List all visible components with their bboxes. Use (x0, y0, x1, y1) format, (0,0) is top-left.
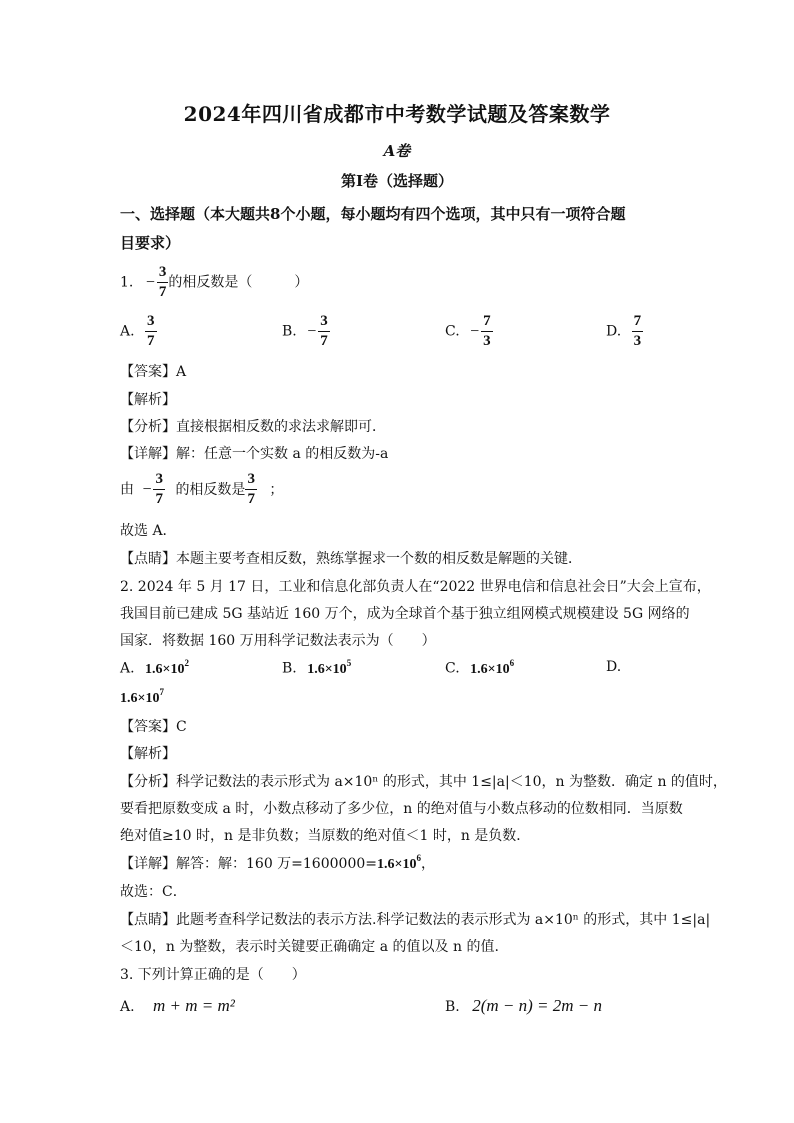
q2-stem-line3: 国家．将数据 160 万用科学记数法表示为（ ） (120, 633, 436, 649)
q2-answer-value: C (176, 719, 187, 735)
q2-stem-line1: 2. 2024 年 5 月 17 日，工业和信息化部负责人在“2022 世界电信和信息社会日”大会上宣布， (120, 579, 711, 595)
q1-analysis-tag: 【解析】 (120, 392, 176, 408)
q2-option-d-label: D. (606, 659, 622, 675)
q1-stem-text: 的相反数是（ ） (168, 274, 309, 291)
q2-analysis-tag: 【解析】 (120, 746, 176, 762)
q2-option-a: A. $1.6\times 10^2$ (120, 658, 189, 677)
q1-derivation: 由 − $\frac{3}{7}$ 的相反数是 $\frac{3}{7}$ ； (120, 471, 284, 507)
q1-answer-value: A (176, 364, 187, 380)
q2-fenxi-line1: 【分析】科学记数法的表示形式为 a×10ⁿ 的形式，其中 1≤|a|＜10，n 为整数．确定 n 的值时， (120, 774, 727, 790)
q1-fenxi: 【分析】直接根据相反数的求法求解即可． (120, 419, 386, 435)
q2-option-c: C. $1.6\times 10^6$ (445, 658, 515, 677)
q1-answer (120, 361, 186, 381)
q2-dianjing-line1: 【点睛】此题考查科学记数法的表示方法.科学记数法的表示形式为 a×10ⁿ 的形式，其中 1≤|a| (120, 912, 711, 928)
q2-xiangjie: 【详解】解答：解：160 万$=1600000=1.6\times 10^6$， (120, 853, 435, 872)
q2-option-d-value: $1.6\times 10^7$ (120, 687, 164, 706)
q1-option-a: A. $\frac{3}{7}$ (120, 313, 155, 349)
q3-option-a: A. m + m = m² (120, 996, 235, 1015)
q1-xiangjie: 【详解】解：任意一个实数 a 的相反数为-a (120, 446, 389, 462)
q2-dianjing-line2: ＜10，n 为整数，表示时关键要正确确定 a 的值以及 n 的值. (120, 939, 499, 955)
q3-option-b: B. 2(m − n) = 2m − n (445, 996, 602, 1015)
q2-fenxi-line3: 绝对值≥10 时，n 是非负数；当原数的绝对值＜1 时，n 是负数． (120, 828, 531, 844)
q2-choose: 故选：C． (120, 884, 187, 900)
page-title: 2024年四川省成都市中考数学试题及答案数学 (183, 102, 611, 126)
q1-option-d: D. $\frac{7}{3}$ (606, 313, 642, 349)
q1-answer-tag: 【答案】 (120, 364, 176, 380)
section-heading-line1: 一、选择题（本大题共8个小题，每小题均有四个选项，其中只有一项符合题 (120, 205, 626, 223)
section-heading-line2: 目要求） (120, 234, 181, 252)
q2-stem-line2: 我国目前已建成 5G 基站近 160 万个，成为全球首个基于独立组网模式规模建设 5G 网络的 (120, 606, 690, 622)
q1-choose: 故选 A． (120, 523, 177, 539)
q2-answer: 【答案】C (120, 719, 187, 735)
q1-option-b: B. − $\frac{3}{7}$ (282, 313, 328, 349)
volume-label: A卷 (383, 142, 411, 160)
q1-dianjing: 【点睛】本题主要考查相反数，熟练掌握求一个数的相反数是解题的关键． (120, 551, 582, 567)
q3-stem: 3. 下列计算正确的是（ ） (120, 967, 306, 983)
q1-option-c: C. − $\frac{7}{3}$ (445, 313, 491, 349)
q1-stem: 1. − $\frac{3}{7}$ 的相反数是（ ） (120, 264, 309, 300)
q2-option-b: B. $1.6\times 10^5$ (282, 658, 352, 677)
q2-fenxi-line2: 要看把原数变成 a 时，小数点移动了多少位，n 的绝对值与小数点移动的位数相同．当原数 (120, 801, 683, 817)
part-label: 第Ⅰ卷（选择题） (340, 172, 454, 190)
q1-number: 1. (120, 274, 134, 291)
q1-fraction: $\frac{3}{7}$ (158, 264, 167, 300)
